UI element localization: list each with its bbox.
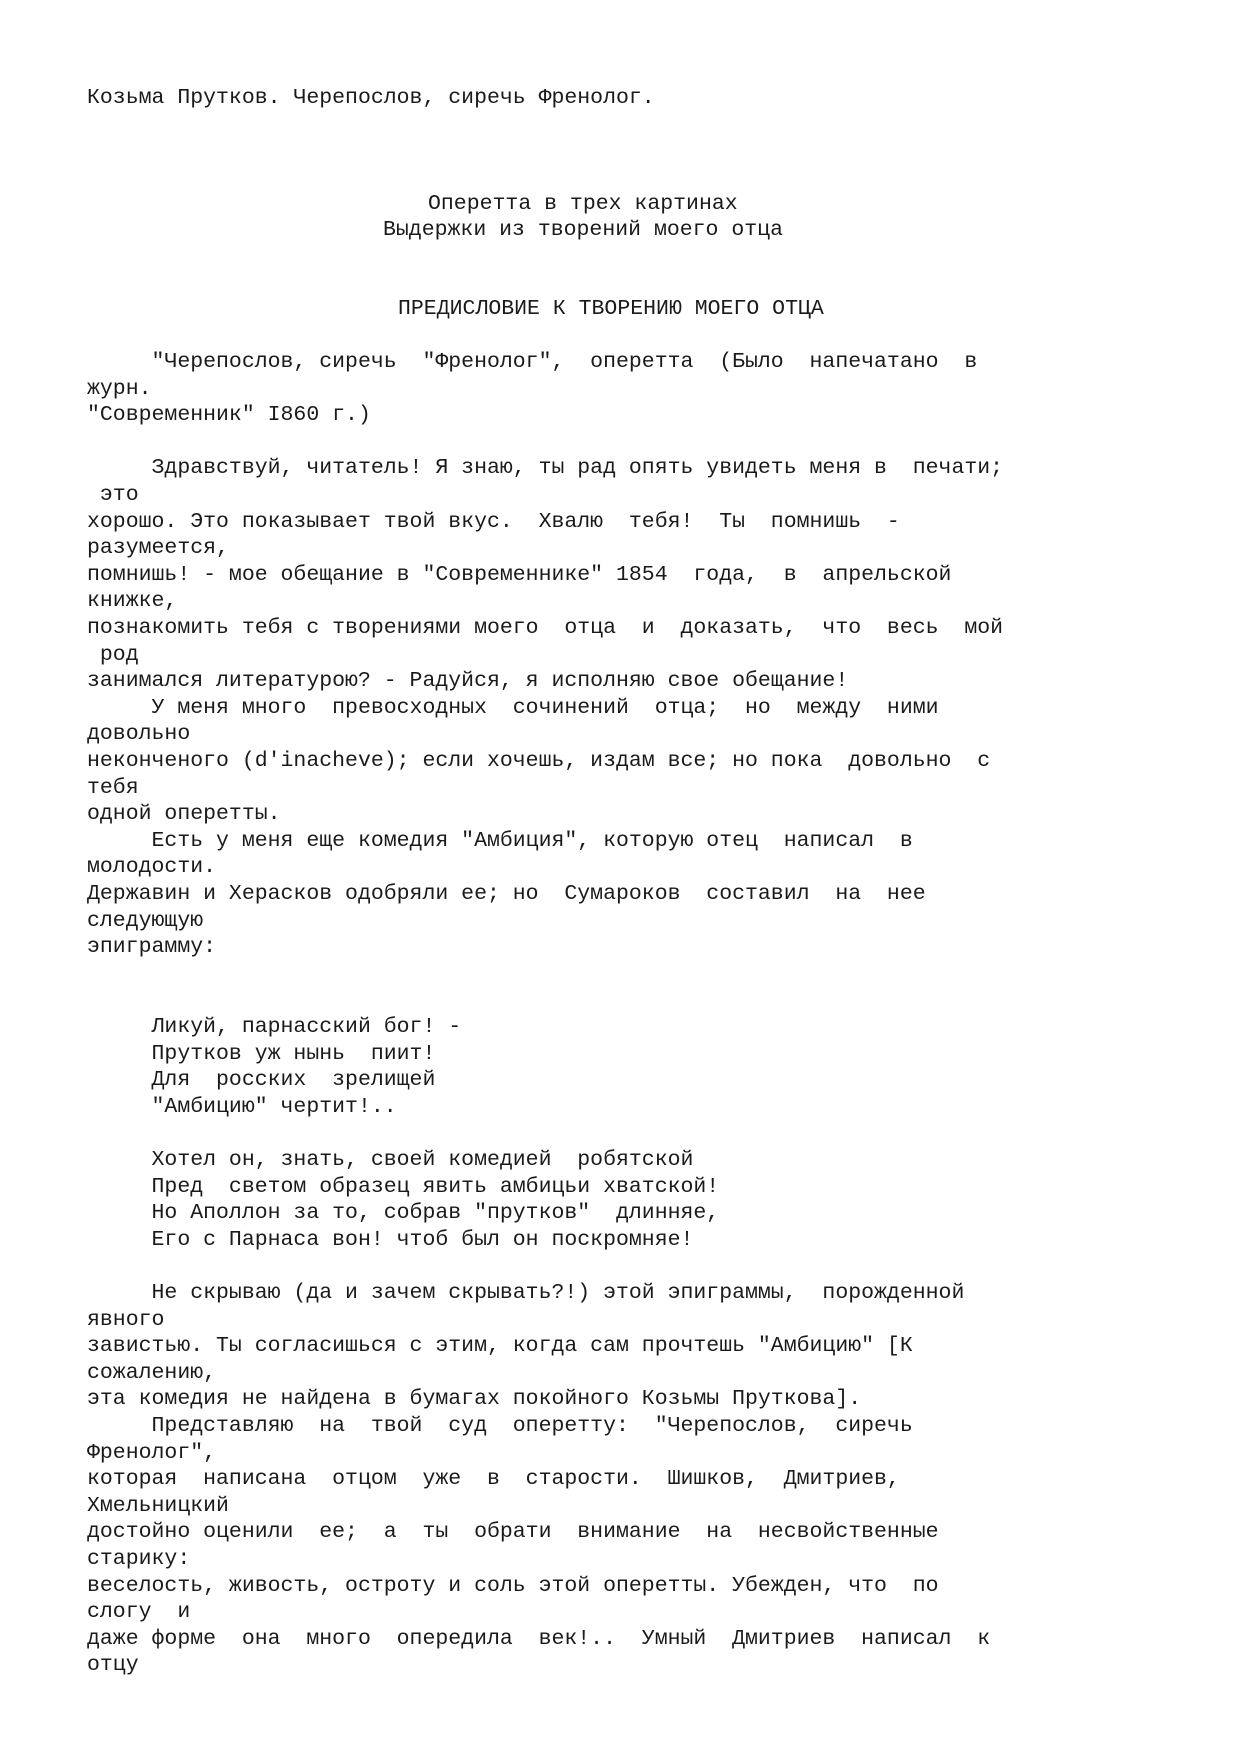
text-line: Прутков уж нынь пиит! xyxy=(87,1041,436,1066)
text-line: молодости. xyxy=(87,855,217,880)
text-line: следующую xyxy=(87,908,204,933)
text-line: Для росских зрелищей xyxy=(87,1068,436,1093)
text-line: познакомить тебя с творениями моего отца и доказать, что весь мой xyxy=(87,616,1004,640)
text-line: книжке, xyxy=(87,589,178,614)
text-line: хорошо. Это показывает твой вкус. Хвалю тебя! Ты помнишь - xyxy=(87,509,900,534)
text-line: слогу и xyxy=(87,1600,191,1625)
subtitle-operetta: Оперетта в трех картинах xyxy=(428,192,738,216)
text-line: довольно xyxy=(87,722,191,747)
document-title: Козьма Прутков. Черепослов, сиречь Френолог. xyxy=(87,86,655,110)
subtitle-excerpts: Выдержки из творений моего отца xyxy=(383,218,783,242)
preface-heading: ПРЕДИСЛОВИЕ К ТВОРЕНИЮ МОЕГО ОТЦА xyxy=(398,297,824,321)
text-line: сожалению, xyxy=(87,1360,217,1385)
text-line: Хмельницкий xyxy=(87,1493,229,1518)
text-line: отцу xyxy=(87,1653,139,1678)
text-line: достойно оценили ее; а ты обрати внимание на несвойственные xyxy=(87,1520,939,1545)
text-line: род xyxy=(87,642,139,667)
text-line: тебя xyxy=(87,775,139,800)
text-line: это xyxy=(87,483,139,507)
text-line: У меня много превосходных сочинений отца; но между ними xyxy=(87,695,939,720)
text-line: занимался литературою? - Радуйся, я исполняю свое обещание! xyxy=(87,669,849,694)
text-line: Ликуй, парнасский бог! - xyxy=(87,1015,462,1039)
text-line: разумеется, xyxy=(87,536,229,561)
text-line: которая написана отцом уже в старости. Шишков, Дмитриев, xyxy=(87,1467,900,1492)
text-line: Пред светом образец явить амбицьи хватской! xyxy=(87,1174,720,1199)
text-line: эпиграмму: xyxy=(87,935,217,960)
text-line: веселость, живость, остроту и соль этой оперетты. Убежден, что по xyxy=(87,1573,939,1598)
text-line: Но Аполлон за то, собрав "прутков" длинняе, xyxy=(87,1201,720,1226)
text-line: Френолог", xyxy=(87,1440,217,1465)
text-line: даже форме она много опередила век!.. Умный Дмитриев написал к xyxy=(87,1626,991,1651)
text-line: одной оперетты. xyxy=(87,802,281,827)
text-line: старику: xyxy=(87,1547,191,1571)
text-line: завистью. Ты согласишься с этим, когда сам прочтешь "Амбицию" [К xyxy=(87,1334,913,1359)
text-line: неконченого (d'inacheve); если хочешь, издам все; но пока довольно с xyxy=(87,749,991,773)
text-line: Хотел он, знать, своей комедией робятской xyxy=(87,1148,694,1172)
text-line: эта комедия не найдена в бумагах покойного Козьмы Пруткова]. xyxy=(87,1387,862,1412)
text-line: помнишь! - мое обещание в "Современнике" 1854 года, в апрельской xyxy=(87,562,952,587)
text-line: "Современник" I860 г.) xyxy=(87,403,371,428)
text-line: "Амбицию" чертит!.. xyxy=(87,1094,397,1119)
text-line: "Черепослов, сиречь "Френолог", оперетта (Было напечатано в xyxy=(87,350,978,374)
text-line: явного xyxy=(87,1307,165,1332)
text-line: Здравствуй, читатель! Я знаю, ты рад опять увидеть меня в печати; xyxy=(87,456,1004,481)
text-line: Не скрываю (да и зачем скрывать?!) этой эпиграммы, порожденной xyxy=(87,1281,965,1305)
text-line: Представляю на твой суд оперетту: "Черепослов, сиречь xyxy=(87,1414,913,1438)
text-line: Его с Парнаса вон! чтоб был он поскромняе! xyxy=(87,1227,694,1252)
text-line: Державин и Херасков одобряли ее; но Сумароков составил на нее xyxy=(87,882,926,906)
text-line: журн. xyxy=(87,376,152,401)
text-line: Есть у меня еще комедия "Амбиция", которую отец написал в xyxy=(87,828,913,853)
